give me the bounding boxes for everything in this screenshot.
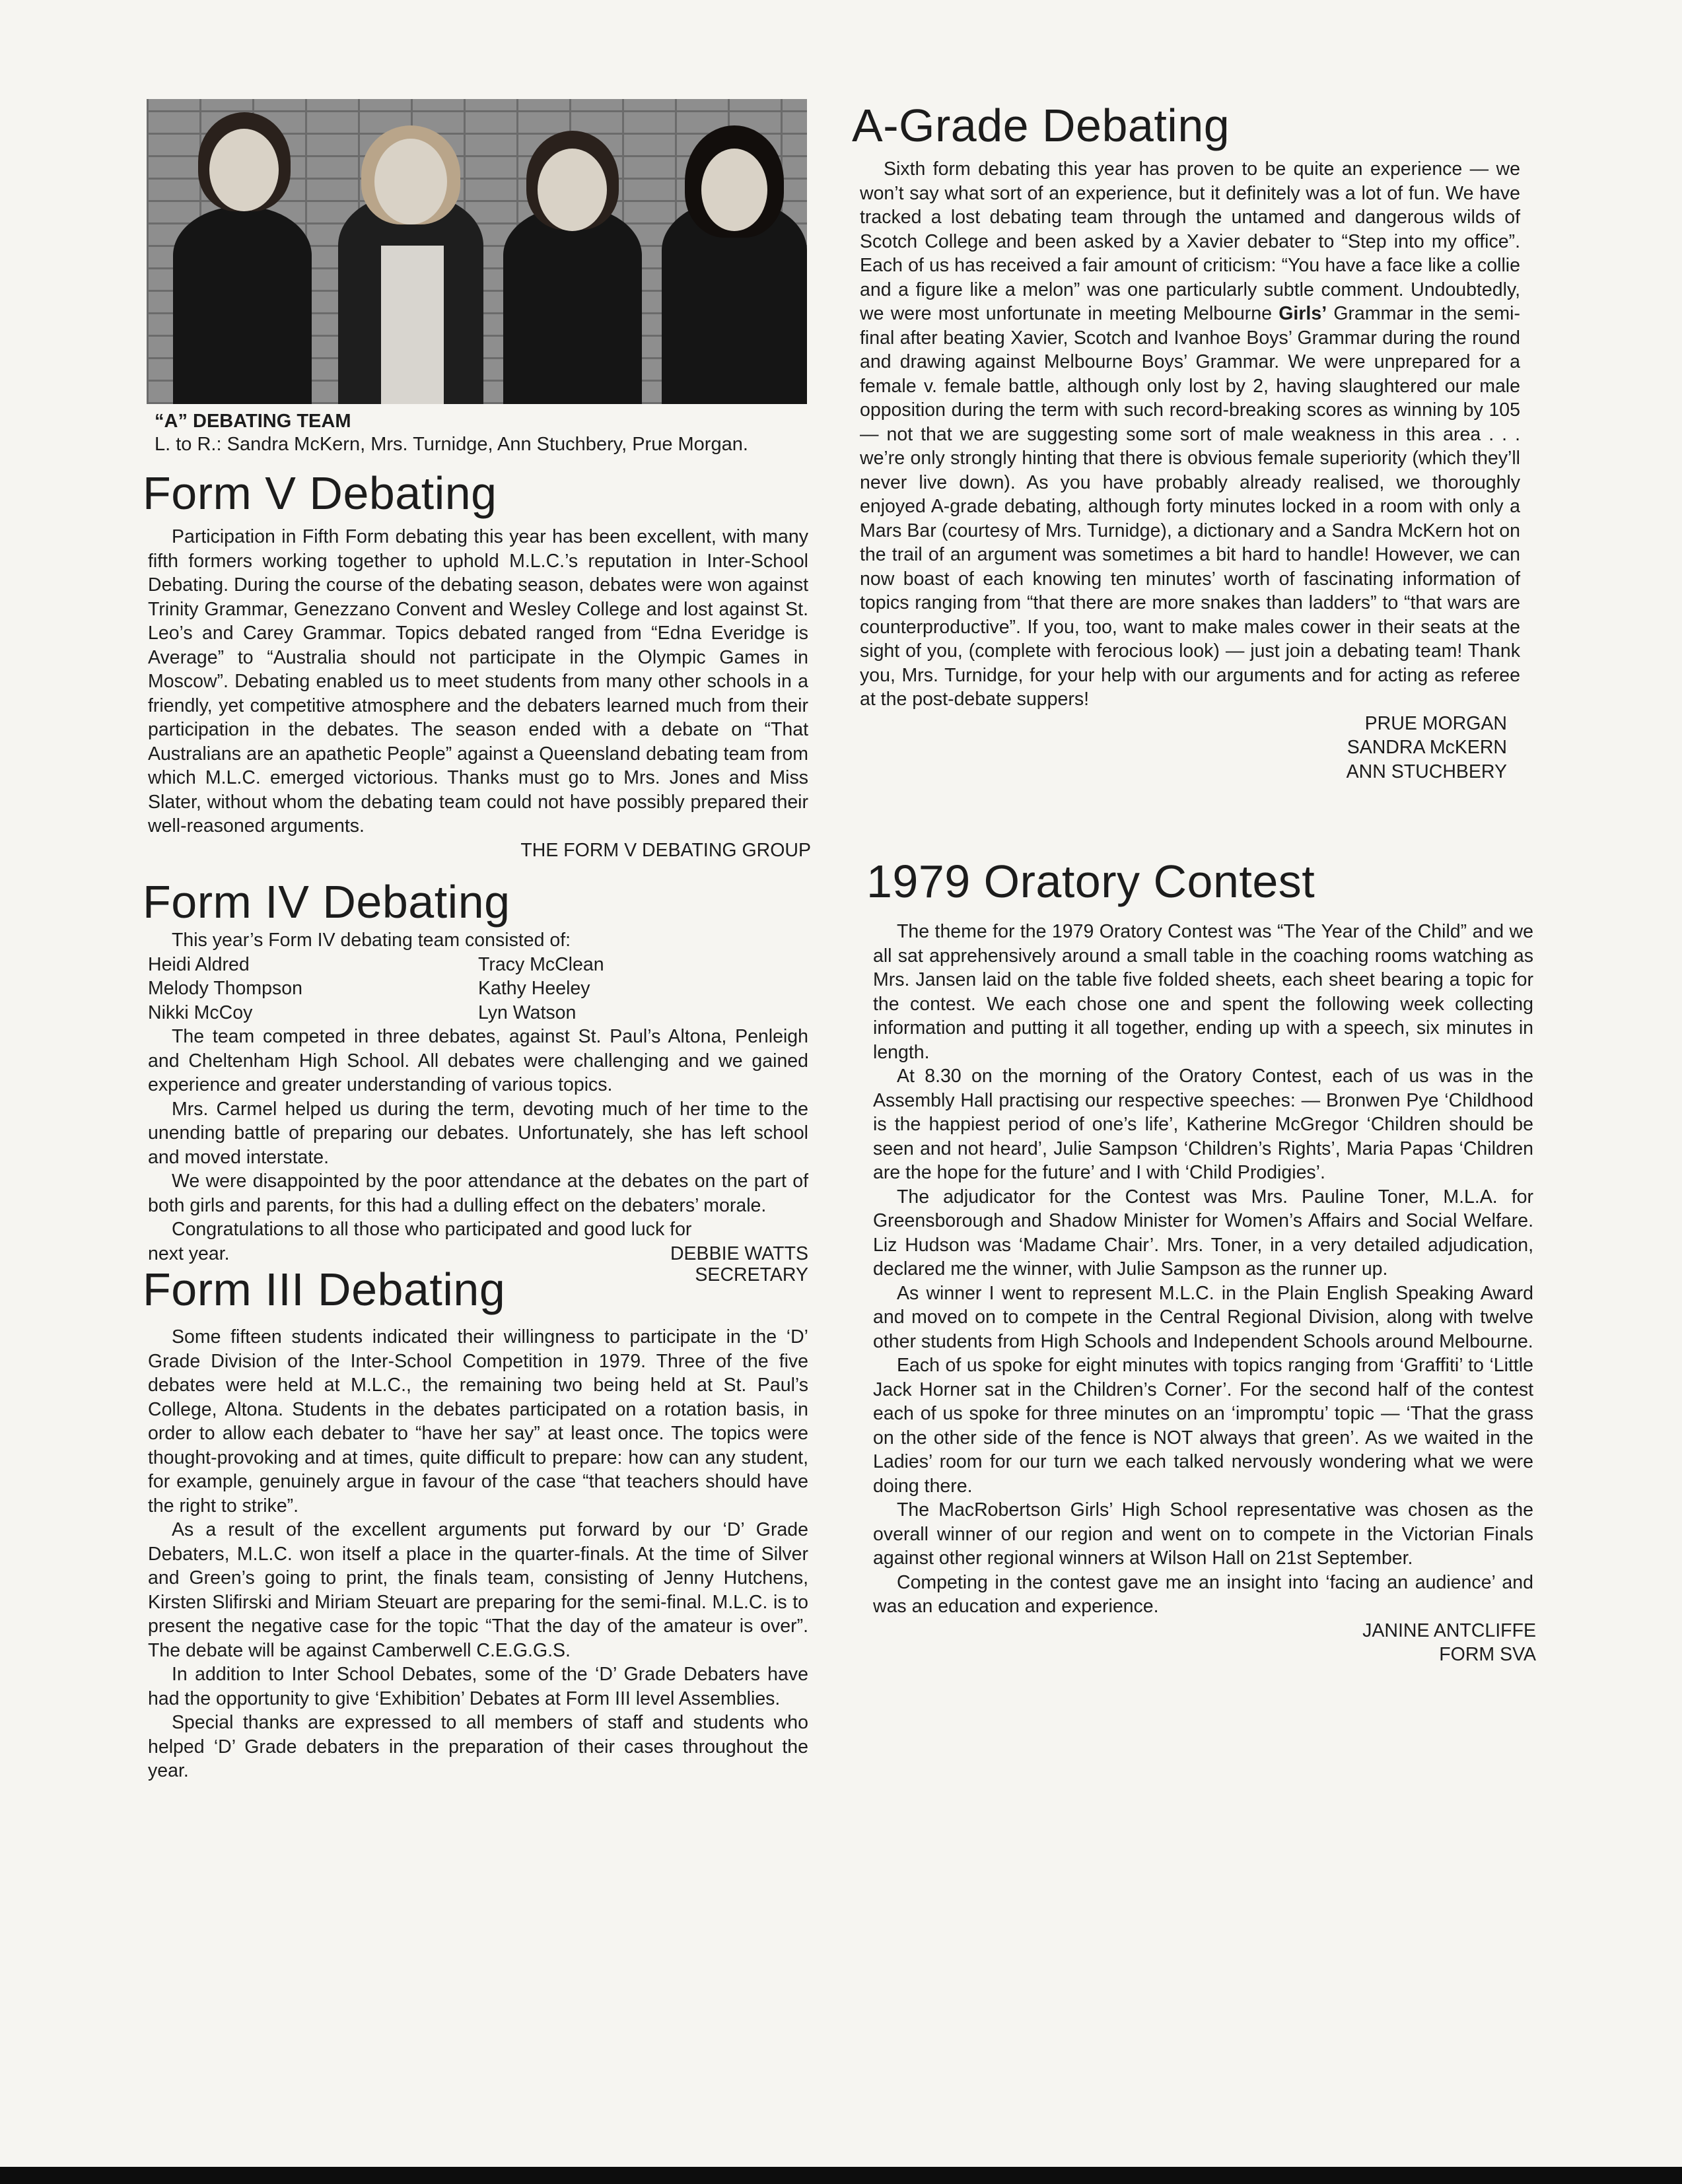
a-grade-heading: A-Grade Debating <box>852 100 1230 151</box>
team-member: Tracy McClean <box>478 953 604 975</box>
photo-caption-text: L. to R.: Sandra McKern, Mrs. Turnidge, Ann Stuchbery, Prue Morgan. <box>155 434 748 455</box>
form-iv-paragraph: We were disappointed by the poor attendance at the debates on the part of both girls and parents, for this had a dulling effect on the debaters’ morale. <box>148 1171 808 1216</box>
a-grade-body-bold: Girls’ <box>1279 303 1327 324</box>
team-member: Kathy Heeley <box>478 978 590 999</box>
oratory-paragraph: The adjudicator for the Contest was Mrs. Pauline Toner, M.L.A. for Greensborough and Shadow Minister for Women’s Affairs and Social Welfare. Liz Hudson was ‘Madame Chair’. Mrs. Toner, in a very detailed adjudication, declared me the winner, with Julie Sampson as the runner up. <box>873 1186 1533 1280</box>
form-iv-heading: Form IV Debating <box>143 876 510 928</box>
form-v-heading: Form V Debating <box>143 467 497 519</box>
team-member: Nikki McCoy <box>148 1002 253 1023</box>
oratory-paragraph: Each of us spoke for eight minutes with topics ranging from ‘Graffiti’ to ‘Little Jack Horner sat in the Children’s Corner’. For the second half of the contest each of us spoke for three minutes on an ‘impromptu’ topic — ‘That the grass on the other side of the fence is NOT always that green’. As we waited in the Ladies’ room for our turn we each talked nervously wondering what we were doing there. <box>873 1355 1533 1497</box>
person-face <box>209 129 279 211</box>
form-iv-paragraph: Mrs. Carmel helped us during the term, devoting much of her time to the unending battle of preparing our debates. Unfortunately, she has left school and moved interstate. <box>148 1098 808 1168</box>
person-figure <box>173 206 312 404</box>
photo-caption-title: “A” DEBATING TEAM <box>155 411 351 432</box>
form-iv-signature-title: SECRETARY <box>695 1264 808 1285</box>
a-grade-body-part: Sixth form debating this year has proven to be quite an experience — we won’t say what sort of an experience, but it definitely was a lot of fun. We have tracked a lost debating team through the untamed and dangerous wilds of Scotch College and been asked by a Xavier debater to “Step into my office”. Each of us has received a fair amount of criticism: “You have a face like a collie and a figure like a melon” was one particularly subtle comment. Undoubtedly, we were most unfortunate in meeting Melbourne <box>860 158 1520 324</box>
a-grade-signatures <box>860 712 1507 784</box>
form-iv-closing-text: next year. <box>148 1243 230 1264</box>
left-column <box>139 99 819 1783</box>
signature-name: SANDRA McKERN <box>1347 737 1507 758</box>
person-face <box>538 149 607 231</box>
form-iv-closing <box>148 1242 808 1266</box>
right-column <box>852 99 1536 1667</box>
team-member: Lyn Watson <box>478 1002 577 1023</box>
oratory-paragraph: Competing in the contest gave me an insight into ‘facing an audience’ and was an education and experience. <box>873 1571 1533 1617</box>
form-v-body: Participation in Fifth Form debating this year has been excellent, with many fifth formers working together to uphold M.L.C.’s reputation in Inter-School Debating. During the course of the debating season, debates were won against Trinity Grammar, Genezzano Convent and Wesley College and lost against St. Leo’s and Carey Grammar. Topics debated ranged from “Edna Everidge is Average” to “Australia should not participate in the Olympic Games in Moscow”. Debating enabled us to meet students from many other schools in a friendly, yet competitive atmosphere and the debaters learned much from their participation in the debates. The season ended with a debate on “That Australians are an apathetic People” against a Queensland debating team from which M.L.C. emerged victorious. Thanks must go to Mrs. Jones and Miss Slater, without whom the debating team could not have possibly prepared their well-reasoned arguments. <box>148 526 808 836</box>
form-iii-header-row <box>143 1263 808 1316</box>
oratory-paragraph: At 8.30 on the morning of the Oratory Contest, each of us was in the Assembly Hall practising our respective speeches: — Bronwen Pye ‘Childhood is the happiest period of one’s life’, Katherine McGregor ‘Children should be seen and not heard’, Julie Sampson ‘Children’s Rights’, Maria Papas ‘Children are the hope for the future’ and I with ‘Child Prodigies’. <box>873 1066 1533 1183</box>
form-iv-signature-name: DEBBIE WATTS <box>670 1243 808 1264</box>
form-iv-paragraph: Congratulations to all those who participated and good luck for <box>172 1219 692 1240</box>
form-iii-paragraph: Special thanks are expressed to all members of staff and students who helped ‘D’ Grade debaters in the preparation of their cases throughout the year. <box>148 1712 808 1781</box>
person-figure <box>503 206 642 404</box>
oratory-paragraph: The MacRobertson Girls’ High School representative was chosen as the overall winner of our region and went on to compete in the Victorian Finals against other regional winners at Wilson Hall on 21st September. <box>873 1499 1533 1569</box>
form-iv-team-list <box>148 953 808 1025</box>
oratory-paragraph: As winner I went to represent M.L.C. in the Plain English Speaking Award and moved on to compete in the Central Regional Division, along with twelve other students from High Schools and Independent Schools around Melbourne. <box>873 1282 1533 1352</box>
form-iii-heading: Form III Debating <box>143 1264 506 1315</box>
form-iii-paragraph: In addition to Inter School Debates, some of the ‘D’ Grade Debaters have had the opportunity to give ‘Exhibition’ Debates at Form III level Assemblies. <box>148 1664 808 1709</box>
person-face <box>374 139 447 224</box>
oratory-heading: 1979 Oratory Contest <box>866 856 1315 907</box>
a-grade-section <box>860 157 1520 784</box>
form-v-section <box>148 525 811 862</box>
form-iv-section <box>148 928 808 1266</box>
form-iii-section <box>148 1325 808 1783</box>
form-iii-paragraph: As a result of the excellent arguments put forward by our ‘D’ Grade Debaters, M.L.C. won itself a place in the quarter-finals. At the time of Silver and Green’s going to print, the finals team, consisting of Jenny Hutchens, Kirsten Slifirski and Miriam Steuart are preparing for the semi-final. M.L.C. is to present the negative case for the topic “That the day of the amateur is over”. The debate will be against Camberwell C.E.G.G.S. <box>148 1519 808 1661</box>
a-grade-body-part: Grammar in the semi-final after beating Xavier, Scotch and Ivanhoe Boys’ Grammar during the round and drawing against Melbourne Boys’ Grammar. We were unprepared for a female v. female battle, although only lost by 2, having slaughtered our male opposition during the term with such record-breaking scores as winning by 105 — not that we are suggesting some sort of male weakness in this area . . . we’re only strongly hinting that there is obvious female superiority (which they’ll never live down). As you have probably already realised, we thoroughly enjoyed A-grade debating, although forty minutes locked in a room with only a Mars Bar (courtesy of Mrs. Turnidge), a dictionary and a Sandra McKern hot on the trail of an argument was sometimes a bit hard to handle! However, we can now boast of each knowing ten minutes’ worth of fascinating information of topics ranging from “that there are more snakes than ladders” to “that wars are counterproductive”. If you, too, want to make males cower in their seats at the sight of you, (complete with ferocious look) — just join a debating team! Thank you, Mrs. Turnidge, for your help with our arguments and for acting as referee at the post-debate suppers! <box>860 303 1520 710</box>
person-face <box>701 149 767 231</box>
oratory-signature-form: FORM SVA <box>1439 1644 1536 1665</box>
oratory-section <box>873 920 1536 1667</box>
oratory-signature-name: JANINE ANTCLIFFE <box>1362 1620 1536 1641</box>
form-iv-paragraph: The team competed in three debates, against St. Paul’s Altona, Penleigh and Cheltenham High School. All debates were challenging and we gained experience and greater understanding of various topics. <box>148 1026 808 1095</box>
bottom-scan-border <box>0 2167 1682 2184</box>
form-v-signature: THE FORM V DEBATING GROUP <box>520 839 811 861</box>
debating-team-photo <box>147 99 807 404</box>
form-iv-intro: This year’s Form IV debating team consisted of: <box>172 930 571 951</box>
signature-name: ANN STUCHBERY <box>1346 761 1507 782</box>
form-iii-paragraph: Some fifteen students indicated their willingness to participate in the ‘D’ Grade Division of the Inter-School Competition in 1979. Three of the five debates were held at M.L.C., the remaining two being held at St. Paul’s College, Altona. Students in the debates participated on a rotation basis, in order to allow each debater to “have her say” at least once. The topics were thought-provoking and at times, quite difficult to prepare: how can any student, for example, genuinely argue in favour of the case “that teachers should have the right to strike”. <box>148 1326 808 1517</box>
team-member: Melody Thompson <box>148 978 302 999</box>
person-sweater <box>381 246 444 404</box>
signature-name: PRUE MORGAN <box>1364 712 1507 734</box>
team-member: Heidi Aldred <box>148 953 250 975</box>
a-grade-body <box>860 157 1520 712</box>
oratory-paragraph: The theme for the 1979 Oratory Contest was “The Year of the Child” and we all sat apprehensively around a small table in the coaching rooms watching as Mrs. Jansen laid on the table five folded sheets, each sheet bearing a topic for the contest. We each chose one and spent the following week collecting information and putting it all together, ending up with a speech, six minutes in length. <box>873 921 1533 1063</box>
